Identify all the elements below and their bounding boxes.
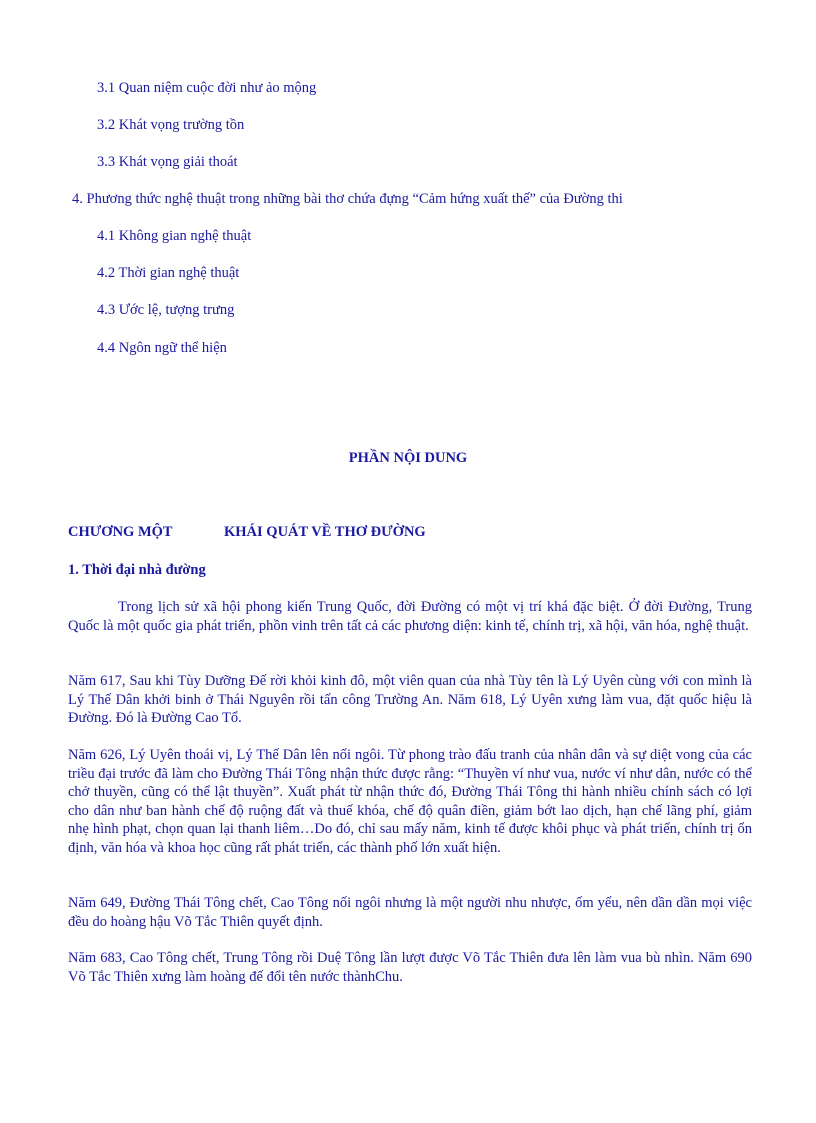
chapter-label: CHƯƠNG MỘT (68, 524, 173, 540)
toc-item-3-1: 3.1 Quan niệm cuộc đời như ảo mộng (97, 80, 317, 96)
paragraph-5: Năm 683, Cao Tông chết, Trung Tông rồi Duệ Tông lần lượt được Võ Tắc Thiên đưa lên làm vua bù nhìn. Năm 690 Võ Tắc Thiên xưng làm hoàng đế đổi tên nước thànhChu. (68, 950, 752, 985)
paragraph-1: Trong lịch sử xã hội phong kiến Trung Quốc, đời Đường có một vị trí khá đặc biệt. Ở đời Đường, Trung Quốc là một quốc gia phát triển, phồn vinh trên tất cả các phương diện: kinh tế, chính trị, xã hội, văn hóa, nghệ thuật. (68, 599, 752, 634)
toc-item-4-3: 4.3 Ước lệ, tượng trưng (97, 302, 235, 318)
toc-item-4-4: 4.4 Ngôn ngữ thể hiện (97, 340, 227, 356)
paragraph-3: Năm 626, Lý Uyên thoái vị, Lý Thế Dân lên nối ngôi. Từ phong trào đấu tranh của nhân dân và sự diệt vong của các triều đại trước đã làm cho Đường Thái Tông nhận thức được rằng: “Thuyền ví như vua, nước ví như dân, nước có thể chở thuyền, cũng có thể lật thuyền”. Xuất phát từ nhận thức đó, Đường Thái Tông thi hành nhiều chính sách có lợi cho dân như ban hành chế độ ruộng đất và thuế khóa, chế độ quân điền, giảm bớt lao dịch, hạn chế lãng phí, giảm nhẹ hình phạt, chọn quan lại thanh liêm…Do đó, chỉ sau mấy năm, kinh tế được khôi phục và phát triển, chính trị ổn định, văn hóa và khoa học cũng rất phát triển, các thành phố lớn xuất hiện. (68, 747, 752, 856)
chapter-title: KHÁI QUÁT VỀ THƠ ĐƯỜNG (224, 524, 426, 540)
toc-item-4-2: 4.2 Thời gian nghệ thuật (97, 265, 240, 281)
paragraph-2: Năm 617, Sau khi Tùy Dưỡng Đế rời khỏi kinh đô, một viên quan của nhà Tùy tên là Lý Uyên cùng với con mình là Lý Thế Dân khởi binh ở Thái Nguyên rồi tấn công Trường An. Năm 618, Lý Uyên xưng làm vua, đặt quốc hiệu là Đường. Đó là Đường Cao Tổ. (68, 673, 752, 726)
toc-item-4: 4. Phương thức nghệ thuật trong những bài thơ chứa đựng “Cảm hứng xuất thế” của Đường thi (72, 191, 623, 207)
subheading: 1. Thời đại nhà đường (68, 562, 206, 578)
toc-item-3-2: 3.2 Khát vọng trường tồn (97, 117, 245, 133)
paragraph-4: Năm 649, Đường Thái Tông chết, Cao Tông nối ngôi nhưng là một người nhu nhược, ốm yếu, nên dần dần mọi việc đều do hoàng hậu Võ Tắc Thiên quyết định. (68, 895, 752, 930)
toc-item-3-3: 3.3 Khát vọng giải thoát (97, 154, 238, 170)
section-title: PHẦN NỘI DUNG (348, 450, 468, 466)
toc-item-4-1: 4.1 Không gian nghệ thuật (97, 228, 252, 244)
